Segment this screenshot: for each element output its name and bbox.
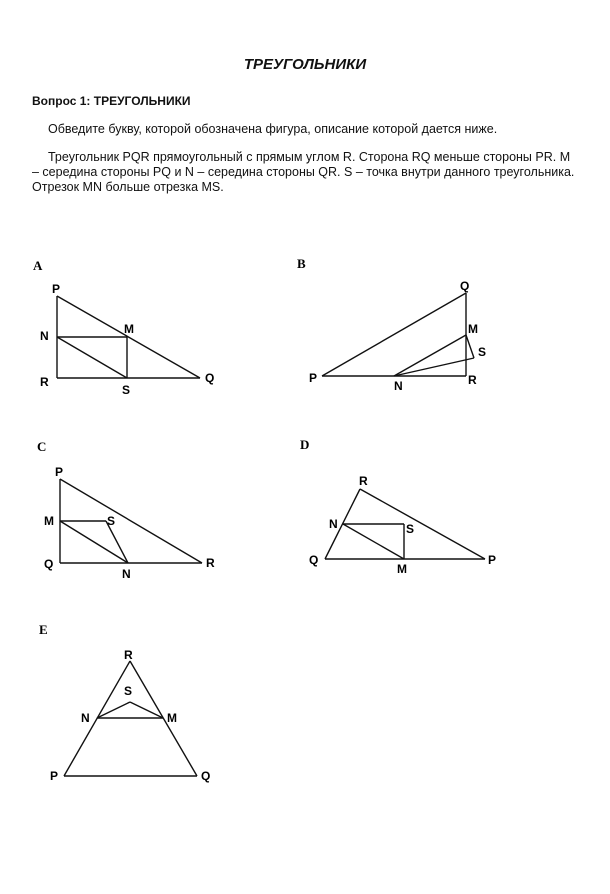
instruction-text: Обведите букву, которой обозначена фигура, описание которой дается ниже. xyxy=(48,122,498,136)
label-b-r: R xyxy=(468,373,477,387)
label-e-r: R xyxy=(124,648,133,662)
option-letter-e[interactable]: E xyxy=(39,622,48,637)
label-b-m: M xyxy=(468,322,478,336)
option-e[interactable] xyxy=(39,622,210,783)
segment-ns xyxy=(57,337,127,378)
label-e-s: S xyxy=(124,684,133,698)
option-letter-c[interactable]: C xyxy=(37,439,47,454)
option-c[interactable] xyxy=(37,439,215,581)
label-c-q: Q xyxy=(44,557,54,571)
label-b-p: P xyxy=(309,371,318,385)
label-c-s: S xyxy=(107,514,116,528)
segment-ms xyxy=(466,335,474,358)
label-a-s: S xyxy=(122,383,131,397)
segment-nm xyxy=(394,335,466,376)
option-letter-b[interactable]: B xyxy=(297,256,306,271)
segment-ns xyxy=(394,358,474,376)
option-a[interactable] xyxy=(33,258,214,397)
label-e-n: N xyxy=(81,711,90,725)
label-d-n: N xyxy=(329,517,338,531)
label-a-p: P xyxy=(52,282,61,296)
label-a-m: M xyxy=(124,322,134,336)
segment-pq xyxy=(322,293,466,376)
segment-mn xyxy=(60,521,128,563)
label-b-n: N xyxy=(394,379,403,393)
option-letter-a[interactable]: A xyxy=(33,258,43,273)
option-d[interactable] xyxy=(300,437,496,576)
label-d-m: M xyxy=(397,562,407,576)
label-a-r: R xyxy=(40,375,49,389)
label-e-m: M xyxy=(167,711,177,725)
label-d-q: Q xyxy=(309,553,319,567)
question-description: Треугольник PQR прямоугольный с прямым углом R. Сторона RQ меньше стороны PR. M – середина стороны PQ и N – середина стороны QR. S – точка внутри данного треугольника. Отрезок MN больше отрезка MS. xyxy=(32,150,575,194)
question-header: Вопрос 1: ТРЕУГОЛЬНИКИ xyxy=(32,94,191,108)
label-c-m: M xyxy=(44,514,54,528)
label-c-n: N xyxy=(122,567,131,581)
label-d-s: S xyxy=(406,522,415,536)
label-b-q: Q xyxy=(460,279,470,293)
option-letter-d[interactable]: D xyxy=(300,437,310,452)
label-a-n: N xyxy=(40,329,49,343)
label-a-q: Q xyxy=(205,371,215,385)
label-e-q: Q xyxy=(201,769,211,783)
option-b[interactable] xyxy=(297,256,486,393)
segment-nm xyxy=(343,524,404,559)
label-c-p: P xyxy=(55,465,64,479)
label-d-r: R xyxy=(359,474,368,488)
label-d-p: P xyxy=(488,553,497,567)
label-c-r: R xyxy=(206,556,215,570)
label-e-p: P xyxy=(50,769,59,783)
page-title: ТРЕУГОЛЬНИКИ xyxy=(243,56,367,73)
label-b-s: S xyxy=(478,345,487,359)
